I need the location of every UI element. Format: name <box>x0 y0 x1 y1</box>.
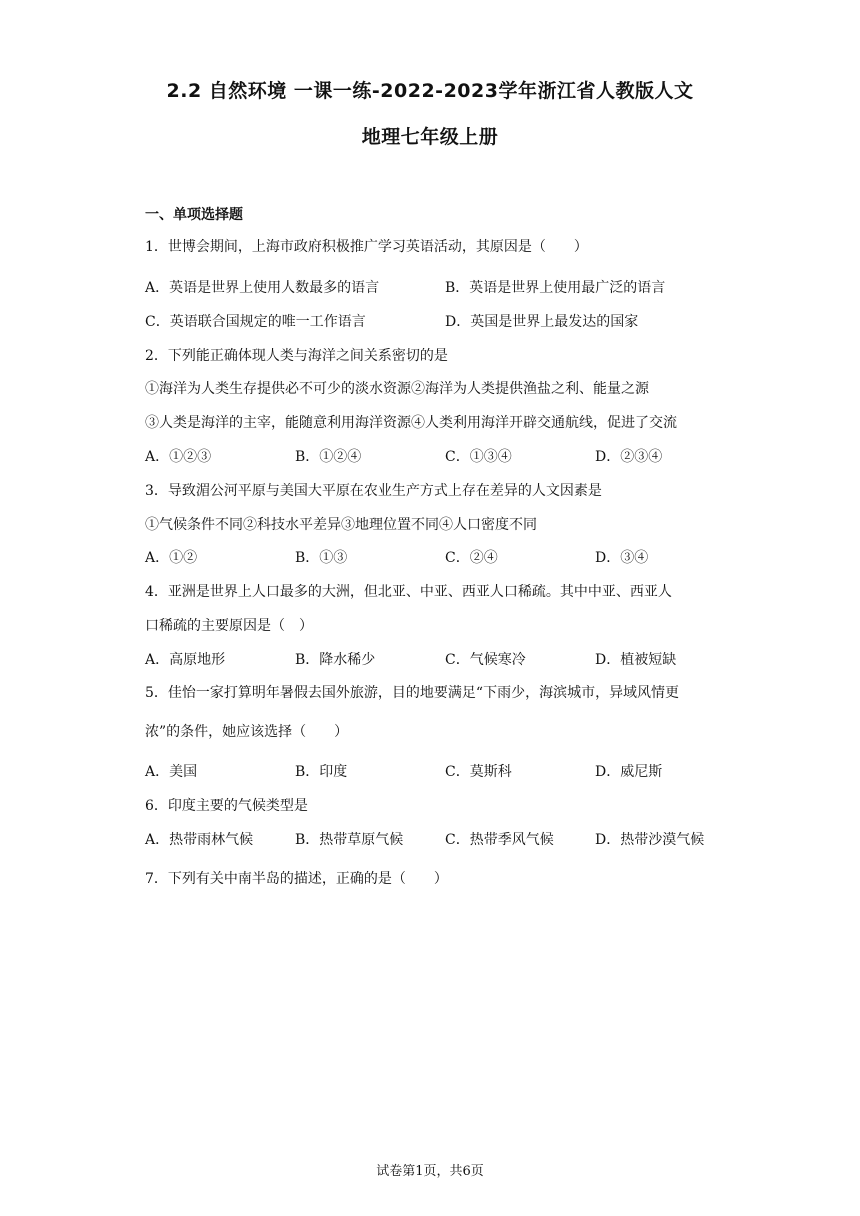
question-3-option-d: D．③④ <box>595 550 649 566</box>
question-7-stem: 7．下列有关中南半岛的描述，正确的是（ ） <box>145 871 448 887</box>
question-4-stem: 4．亚洲是世界上人口最多的大洲，但北亚、中亚、西亚人口稀疏。其中中亚、西亚人 <box>145 584 672 600</box>
question-1-option-a: A．英语是世界上使用人数最多的语言 <box>145 280 380 296</box>
question-2-statements-2: ③人类是海洋的主宰，能随意利用海洋资源④人类利用海洋开辟交通航线，促进了交流 <box>145 415 677 431</box>
question-2-option-c: C．①③④ <box>445 449 512 465</box>
question-3-statements: ①气候条件不同②科技水平差异③地理位置不同④人口密度不同 <box>145 517 537 533</box>
question-5-option-c: C．莫斯科 <box>445 764 512 780</box>
question-1-option-b: B．英语是世界上使用最广泛的语言 <box>445 280 666 296</box>
question-2-option-d: D．②③④ <box>595 449 663 465</box>
question-6-option-a: A．热带雨林气候 <box>145 832 254 848</box>
question-6-stem: 6．印度主要的气候类型是 <box>145 798 308 814</box>
document-title-line-1: 2.2 自然环境 一课一练-2022-2023学年浙江省人教版人文 <box>166 80 694 102</box>
question-5-option-a: A．美国 <box>145 764 198 780</box>
question-1-option-c: C．英语联合国规定的唯一工作语言 <box>145 314 366 330</box>
question-3-option-c: C．②④ <box>445 550 498 566</box>
question-6-option-b: B．热带草原气候 <box>295 832 404 848</box>
question-3-stem: 3．导致湄公河平原与美国大平原在农业生产方式上存在差异的人文因素是 <box>145 483 602 499</box>
question-5-option-d: D．威尼斯 <box>595 764 663 780</box>
question-4-option-d: D．植被短缺 <box>595 652 677 668</box>
question-2-option-b: B．①②④ <box>295 449 362 465</box>
question-6-option-c: C．热带季风气候 <box>445 832 554 848</box>
section-heading: 一、单项选择题 <box>145 207 243 223</box>
question-1-option-d: D．英国是世界上最发达的国家 <box>445 314 639 330</box>
question-5-stem: 5．佳怡一家打算明年暑假去国外旅游，目的地要满足“下雨少，海滨城市，异域风情更 <box>145 685 680 701</box>
question-1-stem: 1．世博会期间，上海市政府积极推广学习英语活动，其原因是（ ） <box>145 239 588 255</box>
question-2-stem: 2．下列能正确体现人类与海洋之间关系密切的是 <box>145 348 448 364</box>
document-title-line-2: 地理七年级上册 <box>361 126 499 148</box>
question-4-option-c: C．气候寒冷 <box>445 652 526 668</box>
question-3-option-a: A．①② <box>145 550 198 566</box>
page-footer: 试卷第1页，共6页 <box>376 1164 484 1179</box>
question-6-option-d: D．热带沙漠气候 <box>595 832 705 848</box>
question-5-stem-continued: 浓”的条件，她应该选择（ ） <box>145 724 349 740</box>
question-4-option-a: A．高原地形 <box>145 652 226 668</box>
question-3-option-b: B．①③ <box>295 550 348 566</box>
question-4-stem-continued: 口稀疏的主要原因是（ ） <box>145 618 313 634</box>
question-5-option-b: B．印度 <box>295 764 348 780</box>
question-4-option-b: B．降水稀少 <box>295 652 376 668</box>
question-2-option-a: A．①②③ <box>145 449 212 465</box>
question-2-statements-1: ①海洋为人类生存提供必不可少的淡水资源②海洋为人类提供渔盐之利、能量之源 <box>145 381 649 397</box>
